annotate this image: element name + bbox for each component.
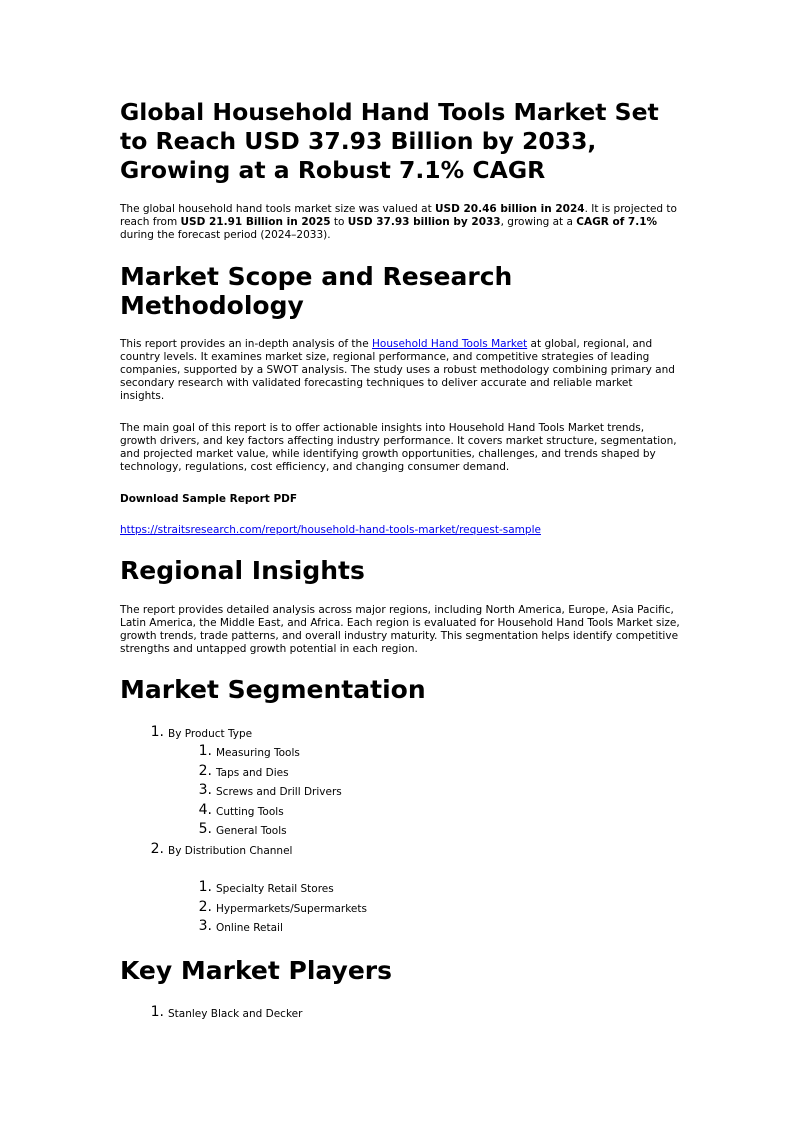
cagr-value: CAGR of 7.1% (576, 216, 658, 228)
download-link-line (120, 524, 680, 537)
regional-paragraph: The report provides detailed analysis across major regions, including North America, Europe, Asia Pacific, Latin America, the Middle East, and Africa. Each region is evaluated for Household Hand Tools Market size, growth trends, trade patterns, and overall industry maturity. This segmentation helps identify competitive strengths and untapped growth potential in each region. (120, 604, 680, 655)
download-label: Download Sample Report PDF (120, 493, 298, 505)
segment-item: 1. Specialty Retail Stores (198, 879, 334, 895)
scope-heading: Market Scope and Research Methodology (120, 262, 513, 320)
value-2024: USD 20.46 billion in 2024 (435, 203, 585, 215)
player-item: 1. Stanley Black and Decker (150, 1004, 303, 1020)
page-title: Global Household Hand Tools Market Set to Reach USD 37.93 Billion by 2033, Growing at a Robust 7.1% CAGR (120, 98, 659, 184)
segment-group: 1. By Product Type (150, 724, 253, 740)
segment-group-label: By Product Type (168, 728, 253, 740)
download-link[interactable]: https://straitsresearch.com/report/household-hand-tools-market/request-sample (120, 524, 541, 536)
value-2025: USD 21.91 Billion in 2025 (180, 216, 331, 228)
segment-item: 1. Measuring Tools (198, 743, 300, 759)
regional-heading: Regional Insights (120, 556, 365, 585)
segment-item: 2. Taps and Dies (198, 763, 289, 779)
intro-paragraph: The global household hand tools market size was valued at USD 20.46 billion in 2024. It is projected to reach from USD 21.91 Billion in 2025 to USD 37.93 billion by 2033, growing at a CAGR of 7.1% during the forecast period (2024–2033). (120, 203, 677, 241)
segmentation-heading: Market Segmentation (120, 675, 426, 704)
segment-item: 3. Online Retail (198, 918, 283, 934)
segment-item: 5. General Tools (198, 821, 287, 837)
scope-paragraph-2: The main goal of this report is to offer actionable insights into Household Hand Tools Market trends, growth drivers, and key factors affecting industry performance. It covers market structure, segmentation, and projected market value, while identifying growth opportunities, challenges, and trends shaped by technology, regulations, cost efficiency, and changing consumer demand. (120, 422, 677, 473)
segment-item: 4. Cutting Tools (198, 802, 284, 818)
segment-group-label: By Distribution Channel (168, 845, 293, 857)
scope-paragraph-1: This report provides an in-depth analysis of the Household Hand Tools Market at global, regional, and country levels. It examines market size, regional performance, and competitive strategies of leading companies, supported by a SWOT analysis. The study uses a robust methodology combining primary and secondary research with validated forecasting techniques to deliver accurate and reliable market insights. (120, 338, 675, 402)
segment-item: 2. Hypermarkets/Supermarkets (198, 899, 367, 915)
value-2033: USD 37.93 billion by 2033 (347, 216, 501, 228)
market-link[interactable]: Household Hand Tools Market (372, 338, 528, 350)
players-heading: Key Market Players (120, 956, 392, 985)
segment-group: 2. By Distribution Channel (150, 841, 293, 857)
segment-item: 3. Screws and Drill Drivers (198, 782, 342, 798)
